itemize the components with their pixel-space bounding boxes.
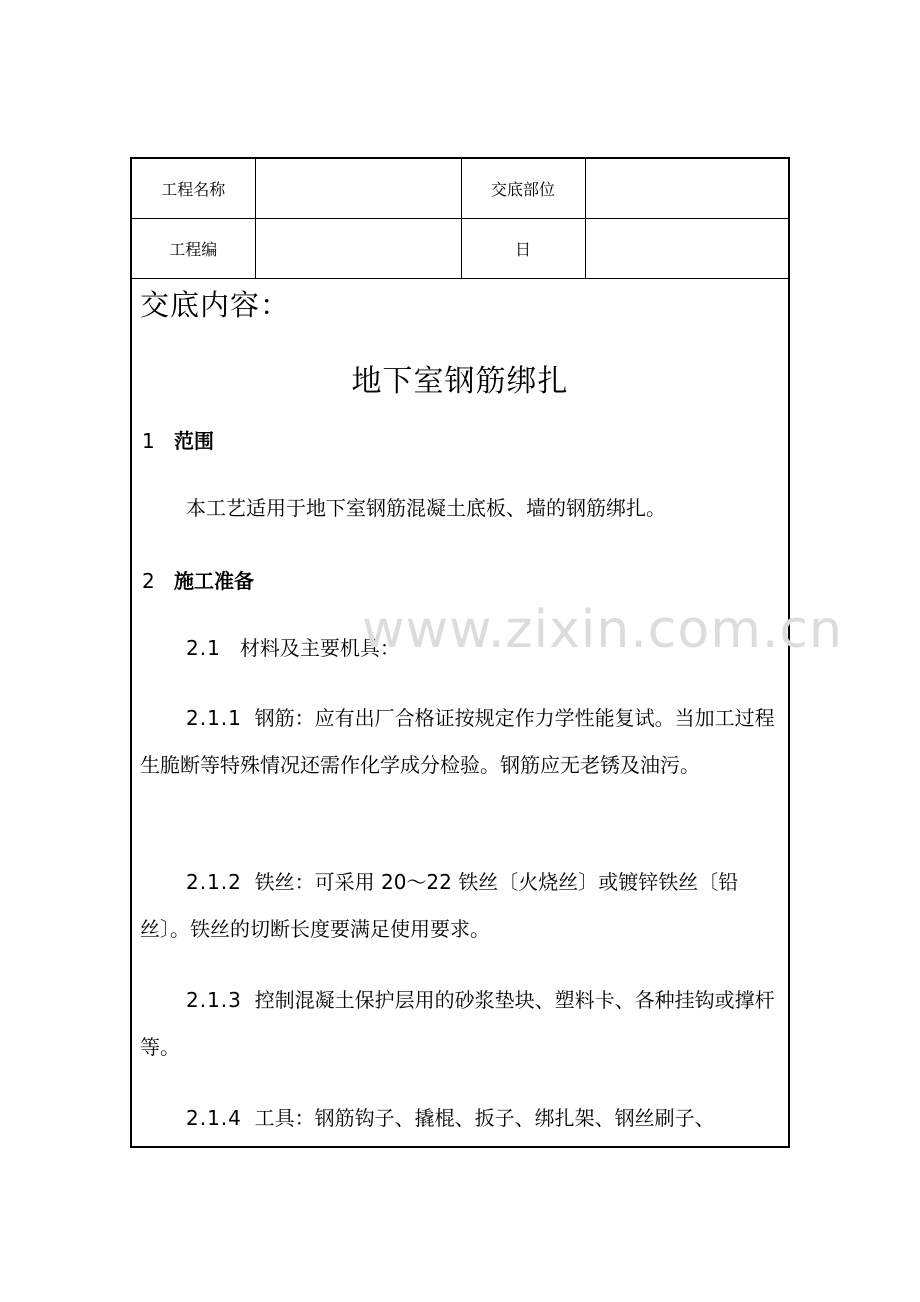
document-title: 地下室钢筋绑扎	[351, 364, 569, 399]
paragraph-text: 铁丝：可采用 20～22 铁丝〔火烧丝〕或镀锌铁丝〔铅丝〕。铁丝的切断长度要满足使用要求。	[140, 870, 739, 941]
section-heading-scope	[142, 425, 214, 454]
clause-number: 2.1.1	[186, 706, 242, 730]
section-number: 1	[142, 429, 155, 453]
project-code-field[interactable]	[255, 219, 461, 279]
paragraph-text: 工具：钢筋钩子、撬棍、扳子、绑扎架、钢丝刷子、	[254, 1106, 715, 1130]
paragraph-2-1-4	[140, 1095, 784, 1142]
paragraph-2-1-3	[140, 977, 784, 1071]
paragraph-text: 控制混凝土保护层用的砂浆垫块、塑料卡、各种挂钩或撑杆等。	[140, 988, 775, 1059]
clause-number: 2.1.3	[186, 988, 242, 1012]
paragraph-text: 钢筋：应有出厂合格证按规定作力学性能复试。当加工过程生脆断等特殊情况还需作化学成分检验。钢筋应无老锈及油污。	[140, 706, 775, 777]
section-heading-preparation	[142, 565, 254, 594]
date-field[interactable]	[585, 219, 788, 279]
header-row-1	[132, 159, 788, 219]
handover-part-label: 交底部位	[461, 159, 585, 219]
date-label: 日	[461, 219, 585, 279]
header-table	[132, 159, 788, 279]
section-title: 范围	[174, 429, 214, 453]
header-row-2	[132, 219, 788, 279]
paragraph-2-1-1	[140, 695, 784, 789]
paragraph-text: 本工艺适用于地下室钢筋混凝土底板、墙的钢筋绑扎。	[186, 496, 666, 520]
handover-part-field[interactable]	[585, 159, 788, 219]
project-code-label: 工程编	[132, 219, 255, 279]
paragraph-2-1-2	[140, 859, 784, 953]
watermark: www.zixin.com.cn	[362, 600, 843, 660]
project-name-field[interactable]	[255, 159, 461, 219]
paragraph-scope	[140, 485, 830, 532]
project-name-label: 工程名称	[132, 159, 255, 219]
section-title: 施工准备	[174, 569, 254, 593]
clause-number: 2.1	[186, 636, 221, 660]
section-number: 2	[142, 569, 155, 593]
clause-number: 2.1.2	[186, 870, 242, 894]
content-label: 交底内容：	[140, 288, 291, 322]
paragraph-text: 材料及主要机具：	[239, 636, 400, 660]
clause-number: 2.1.4	[186, 1106, 242, 1130]
